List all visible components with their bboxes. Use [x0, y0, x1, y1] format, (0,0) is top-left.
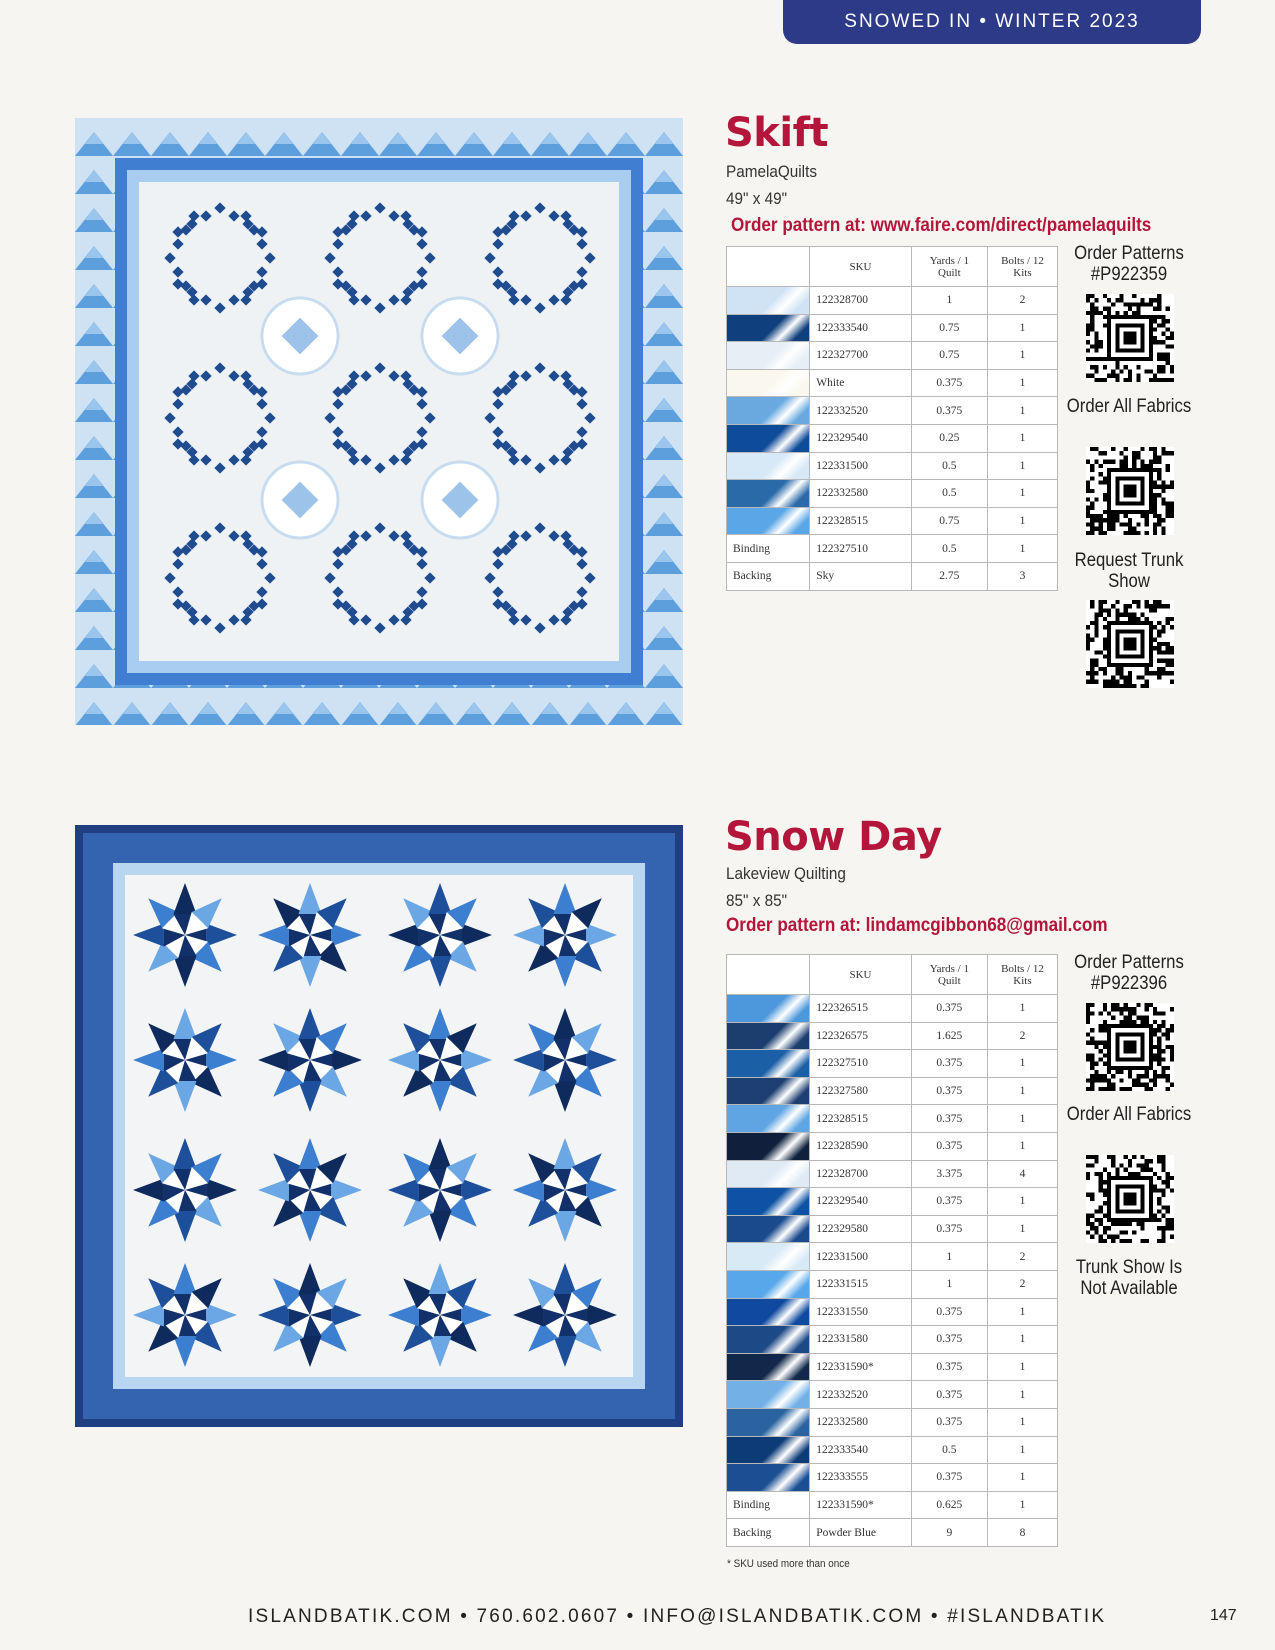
bolts-cell: 1	[987, 1105, 1057, 1133]
row-label: Binding	[727, 1491, 810, 1519]
table-row	[727, 1160, 1058, 1188]
yards-cell: 0.375	[911, 995, 987, 1023]
row-label: Backing	[727, 562, 810, 590]
fabric-swatch	[727, 1464, 810, 1492]
table-row	[727, 1188, 1058, 1216]
table-row	[727, 1326, 1058, 1354]
table-row	[727, 562, 1058, 590]
fabric-swatch	[727, 1408, 810, 1436]
yards-cell: 3.375	[911, 1160, 987, 1188]
quilt-size: 85" x 85"	[726, 891, 788, 910]
table-header-sku: SKU	[810, 955, 912, 995]
table-row	[727, 1353, 1058, 1381]
row-label: Backing	[727, 1519, 810, 1547]
qr-code-graphic	[1086, 1003, 1174, 1091]
bolts-cell: 1	[987, 452, 1057, 480]
qr-code-order-fabrics[interactable]	[1086, 447, 1174, 535]
yards-cell: 1.625	[911, 1022, 987, 1050]
table-header-bolts: Bolts / 12 Kits	[987, 955, 1057, 995]
fabric-swatch	[727, 1160, 810, 1188]
fabric-swatch	[727, 507, 810, 535]
sku-cell: Sky	[810, 562, 912, 590]
bolts-cell: 2	[987, 1243, 1057, 1271]
fabric-swatch-fill	[727, 342, 809, 369]
table-row	[727, 507, 1058, 535]
table-row	[727, 1519, 1058, 1547]
order-pattern-link[interactable]: Order pattern at: lindamcgibbon68@gmail.com	[726, 915, 1108, 936]
sku-cell: 122333555	[810, 1464, 912, 1492]
sku-cell: 122326515	[810, 995, 912, 1023]
bolts-cell: 1	[987, 535, 1057, 563]
fabric-swatch	[727, 1353, 810, 1381]
sku-cell: 122327510	[810, 1050, 912, 1078]
bolts-cell: 8	[987, 1519, 1057, 1547]
bolts-cell: 1	[987, 397, 1057, 425]
sku-cell: 122331590*	[810, 1353, 912, 1381]
fabric-swatch-fill	[727, 370, 809, 397]
fabric-swatch-fill	[727, 425, 809, 452]
sku-cell: 122333540	[810, 1436, 912, 1464]
pattern-title: Skift	[725, 110, 829, 156]
sku-cell: 122327510	[810, 535, 912, 563]
table-header-sku: SKU	[810, 247, 912, 287]
designer-name: PamelaQuilts	[726, 162, 817, 181]
sku-cell: 122333540	[810, 314, 912, 342]
sku-cell: 122332580	[810, 1408, 912, 1436]
yards-cell: 2.75	[911, 562, 987, 590]
fabric-swatch	[727, 1215, 810, 1243]
qr-code-graphic	[1086, 1155, 1174, 1243]
sku-cell: 122329540	[810, 424, 912, 452]
pattern-title: Snow Day	[725, 814, 942, 860]
yards-cell: 1	[911, 1270, 987, 1298]
bolts-cell: 1	[987, 1491, 1057, 1519]
fabric-swatch-fill	[727, 1133, 809, 1160]
fabric-swatch-fill	[727, 1326, 809, 1353]
fabric-swatch	[727, 1022, 810, 1050]
bolts-cell: 1	[987, 1408, 1057, 1436]
yards-cell: 0.375	[911, 1298, 987, 1326]
sku-cell: 122329540	[810, 1188, 912, 1216]
table-row	[727, 1491, 1058, 1519]
bolts-cell: 1	[987, 1188, 1057, 1216]
qr-code-order-patterns[interactable]	[1086, 1003, 1174, 1091]
bolts-cell: 1	[987, 1326, 1057, 1354]
order-fabrics-label: Order All Fabrics	[1066, 396, 1192, 417]
sku-cell: 122328590	[810, 1132, 912, 1160]
fabric-swatch-fill	[727, 1078, 809, 1105]
designer-name: Lakeview Quilting	[726, 864, 846, 883]
fabric-swatch-fill	[727, 1050, 809, 1077]
page-number: 147	[1210, 1607, 1237, 1624]
bolts-cell: 1	[987, 1298, 1057, 1326]
yards-cell: 0.375	[911, 1215, 987, 1243]
sku-cell: 122327700	[810, 342, 912, 370]
yards-cell: 9	[911, 1519, 987, 1547]
trunk-show-label: Trunk Show Is Not Available	[1075, 1257, 1183, 1299]
fabric-swatch-fill	[727, 397, 809, 424]
sku-cell: 122331590*	[810, 1491, 912, 1519]
sku-cell: 122328515	[810, 507, 912, 535]
issue-banner: SNOWED IN • WINTER 2023	[783, 0, 1201, 44]
fabric-swatch-fill	[727, 1161, 809, 1188]
fabric-swatch-fill	[727, 1271, 809, 1298]
qr-code-graphic	[1086, 447, 1174, 535]
table-row	[727, 1105, 1058, 1133]
table-row	[727, 452, 1058, 480]
yards-cell: 0.5	[911, 452, 987, 480]
table-header-bolts: Bolts / 12 Kits	[987, 247, 1057, 287]
fabric-swatch	[727, 1326, 810, 1354]
fabric-swatch-fill	[727, 1299, 809, 1326]
fabric-swatch	[727, 342, 810, 370]
yards-cell: 0.5	[911, 1436, 987, 1464]
fabric-swatch-fill	[727, 1354, 809, 1381]
yards-cell: 0.375	[911, 1077, 987, 1105]
bolts-cell: 1	[987, 480, 1057, 508]
qr-code-order-fabrics[interactable]	[1086, 1155, 1174, 1243]
sku-cell: 122332520	[810, 397, 912, 425]
table-row	[727, 1270, 1058, 1298]
yards-cell: 1	[911, 287, 987, 315]
fabric-swatch-fill	[727, 1381, 809, 1408]
yards-cell: 0.375	[911, 369, 987, 397]
bolts-cell: 1	[987, 507, 1057, 535]
bolts-cell: 1	[987, 424, 1057, 452]
fabric-swatch	[727, 397, 810, 425]
fabric-swatch	[727, 480, 810, 508]
sku-cell: 122332580	[810, 480, 912, 508]
fabric-swatch-fill	[727, 1188, 809, 1215]
bolts-cell: 1	[987, 369, 1057, 397]
fabric-sku-table	[726, 246, 1058, 591]
order-patterns-label: Order Patterns #P922396	[1074, 952, 1184, 994]
yards-cell: 0.5	[911, 480, 987, 508]
footer-contact: ISLANDBATIK.COM • 760.602.0607 • INFO@ISLANDBATIK.COM • #ISLANDBATIK	[248, 1606, 1107, 1627]
bolts-cell: 4	[987, 1160, 1057, 1188]
sku-cell: 122331500	[810, 1243, 912, 1271]
fabric-swatch	[727, 1436, 810, 1464]
table-header-swatch	[727, 955, 810, 995]
fabric-swatch-fill	[727, 1023, 809, 1050]
yards-cell: 0.375	[911, 1353, 987, 1381]
table-row	[727, 1243, 1058, 1271]
fabric-swatch-fill	[727, 1243, 809, 1270]
bolts-cell: 1	[987, 1464, 1057, 1492]
yards-cell: 0.375	[911, 1381, 987, 1409]
bolts-cell: 1	[987, 1381, 1057, 1409]
fabric-swatch	[727, 287, 810, 315]
fabric-swatch-fill	[727, 287, 809, 314]
sku-cell: 122331580	[810, 1326, 912, 1354]
table-row	[727, 1132, 1058, 1160]
table-row	[727, 1298, 1058, 1326]
sku-cell: 122332520	[810, 1381, 912, 1409]
table-row	[727, 1436, 1058, 1464]
bolts-cell: 1	[987, 1132, 1057, 1160]
sku-cell: White	[810, 369, 912, 397]
fabric-swatch	[727, 424, 810, 452]
yards-cell: 0.375	[911, 397, 987, 425]
fabric-swatch	[727, 995, 810, 1023]
sku-cell: 122328700	[810, 287, 912, 315]
yards-cell: 0.375	[911, 1105, 987, 1133]
table-row	[727, 369, 1058, 397]
table-row	[727, 1381, 1058, 1409]
fabric-swatch-fill	[727, 315, 809, 342]
table-row	[727, 397, 1058, 425]
fabric-swatch-fill	[727, 480, 809, 507]
yards-cell: 0.375	[911, 1408, 987, 1436]
table-header-yards: Yards / 1 Quilt	[911, 247, 987, 287]
sku-cell: 122327580	[810, 1077, 912, 1105]
fabric-swatch-fill	[727, 1464, 809, 1491]
order-fabrics-label: Order All Fabrics	[1066, 1104, 1192, 1125]
order-pattern-link[interactable]: Order pattern at: www.faire.com/direct/pamelaquilts	[731, 215, 1152, 236]
fabric-swatch	[727, 1077, 810, 1105]
fabric-swatch-fill	[727, 453, 809, 480]
table-row	[727, 342, 1058, 370]
fabric-swatch	[727, 1243, 810, 1271]
yards-cell: 0.75	[911, 507, 987, 535]
sku-cell: 122329580	[810, 1215, 912, 1243]
table-header-swatch	[727, 247, 810, 287]
bolts-cell: 1	[987, 1077, 1057, 1105]
qr-code-trunk-show[interactable]	[1086, 600, 1174, 688]
fabric-swatch	[727, 1270, 810, 1298]
bolts-cell: 3	[987, 562, 1057, 590]
sku-cell: 122328700	[810, 1160, 912, 1188]
fabric-swatch-fill	[727, 1216, 809, 1243]
yards-cell: 0.375	[911, 1326, 987, 1354]
bolts-cell: 1	[987, 1215, 1057, 1243]
fabric-swatch-fill	[727, 508, 809, 535]
table-row	[727, 480, 1058, 508]
fabric-swatch	[727, 1050, 810, 1078]
table-header-yards: Yards / 1 Quilt	[911, 955, 987, 995]
yards-cell: 0.625	[911, 1491, 987, 1519]
fabric-swatch	[727, 1298, 810, 1326]
qr-code-graphic	[1086, 600, 1174, 688]
fabric-swatch	[727, 314, 810, 342]
fabric-swatch-fill	[727, 1437, 809, 1464]
yards-cell: 0.5	[911, 535, 987, 563]
yards-cell: 0.375	[911, 1188, 987, 1216]
bolts-cell: 1	[987, 995, 1057, 1023]
qr-code-order-patterns[interactable]	[1086, 294, 1174, 382]
table-row	[727, 424, 1058, 452]
yards-cell: 0.375	[911, 1132, 987, 1160]
table-row	[727, 314, 1058, 342]
quilt-photo-snow-day	[75, 825, 683, 1427]
trunk-show-label: Request Trunk Show	[1074, 550, 1184, 592]
table-row	[727, 1215, 1058, 1243]
sku-cell: 122331515	[810, 1270, 912, 1298]
yards-cell: 0.375	[911, 1464, 987, 1492]
table-row	[727, 1408, 1058, 1436]
sku-cell: 122326575	[810, 1022, 912, 1050]
fabric-swatch-fill	[727, 995, 809, 1022]
table-row	[727, 1050, 1058, 1078]
yards-cell: 0.375	[911, 1050, 987, 1078]
yards-cell: 0.75	[911, 342, 987, 370]
sku-cell: 122331550	[810, 1298, 912, 1326]
fabric-swatch-fill	[727, 1409, 809, 1436]
fabric-swatch	[727, 452, 810, 480]
fabric-swatch	[727, 1105, 810, 1133]
bolts-cell: 1	[987, 1353, 1057, 1381]
fabric-swatch	[727, 1381, 810, 1409]
fabric-swatch	[727, 1188, 810, 1216]
bolts-cell: 1	[987, 342, 1057, 370]
fabric-swatch-fill	[727, 1105, 809, 1132]
table-row	[727, 1022, 1058, 1050]
fabric-swatch	[727, 369, 810, 397]
bolts-cell: 2	[987, 287, 1057, 315]
qr-code-graphic	[1086, 294, 1174, 382]
order-patterns-label: Order Patterns #P922359	[1074, 243, 1184, 285]
quilt-photo-skift	[75, 118, 683, 725]
table-row	[727, 535, 1058, 563]
sku-cell: 122331500	[810, 452, 912, 480]
table-row	[727, 1077, 1058, 1105]
row-label: Binding	[727, 535, 810, 563]
fabric-swatch	[727, 1132, 810, 1160]
quilt-size: 49" x 49"	[726, 189, 788, 208]
bolts-cell: 2	[987, 1270, 1057, 1298]
bolts-cell: 1	[987, 314, 1057, 342]
bolts-cell: 1	[987, 1050, 1057, 1078]
bolts-cell: 1	[987, 1436, 1057, 1464]
table-row	[727, 1464, 1058, 1492]
table-row	[727, 287, 1058, 315]
yards-cell: 1	[911, 1243, 987, 1271]
sku-cell: Powder Blue	[810, 1519, 912, 1547]
sku-footnote: * SKU used more than once	[727, 1558, 850, 1570]
table-row	[727, 995, 1058, 1023]
sku-cell: 122328515	[810, 1105, 912, 1133]
fabric-sku-table	[726, 954, 1058, 1547]
yards-cell: 0.75	[911, 314, 987, 342]
bolts-cell: 2	[987, 1022, 1057, 1050]
yards-cell: 0.25	[911, 424, 987, 452]
